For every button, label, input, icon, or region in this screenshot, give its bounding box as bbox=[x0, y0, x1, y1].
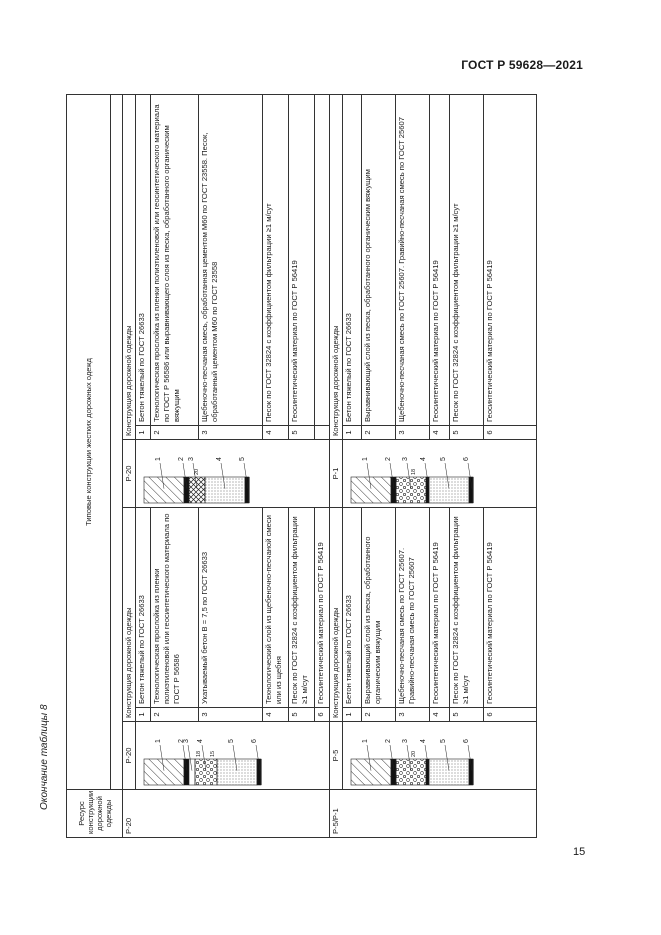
group2-right-diagram-cell bbox=[343, 440, 537, 508]
film-interlayer bbox=[184, 477, 189, 503]
group2-left-diagram-cell bbox=[343, 722, 537, 790]
layer-callout-number: 6 bbox=[251, 739, 258, 743]
layer-description: Выравнивающий слой из песка, обработанного органическим вяжущим bbox=[362, 508, 396, 708]
group1-resource: Р-20 bbox=[123, 790, 330, 838]
cement-treated-layer bbox=[189, 477, 205, 503]
page-number: 15 bbox=[573, 846, 586, 858]
group1-code-row bbox=[123, 94, 136, 837]
layer-callout-number: 3 bbox=[402, 739, 409, 743]
group1-right-construction-header: Конструкция дорожной одежды bbox=[123, 94, 136, 439]
layer-callout-number: 5 bbox=[440, 739, 447, 743]
concrete-layer bbox=[351, 759, 391, 785]
group2-left-diagram bbox=[343, 721, 533, 789]
layer-number: 2 bbox=[362, 426, 396, 440]
layer-callout-number: 1 bbox=[362, 457, 369, 461]
layer-number: 2 bbox=[150, 426, 198, 440]
group2-left-construction-header: Конструкция дорожной одежды bbox=[330, 508, 343, 722]
layer-number: 6 bbox=[483, 426, 536, 440]
layer-number: 5 bbox=[288, 708, 314, 722]
layer-callout-number: 2 bbox=[178, 457, 185, 461]
layer-callout-number: 4 bbox=[197, 739, 204, 743]
resource-header: Ресурс конструкции дорожной одежды bbox=[67, 790, 123, 838]
layer-description: Технологический слой из щебеночно-песчаной смеси или из щебня bbox=[262, 508, 288, 708]
header-row-2 bbox=[111, 94, 123, 837]
thickness-label: 18 bbox=[411, 468, 417, 475]
layer-number: 2 bbox=[362, 708, 396, 722]
layer-description: Щебеночно-песчаная смесь, обработанная цементом М60 по ГОСТ 23558. Песок, обработанный цементом М60 по ГОСТ 23558 bbox=[198, 94, 262, 425]
group2-right-construction-header: Конструкция дорожной одежды bbox=[330, 94, 343, 439]
layer-description: Выравнивающий слой из песка, обработанного органическим вяжущим bbox=[362, 94, 396, 425]
layer-number: 6 bbox=[315, 708, 330, 722]
group1-right-diagram bbox=[136, 439, 326, 507]
group1-left-diagram-cell bbox=[136, 722, 330, 790]
layer-callout-number: 1 bbox=[362, 739, 369, 743]
group1-left-construction-header: Конструкция дорожной одежды bbox=[123, 508, 136, 722]
layer-description: Технологическая прослойка из пленки полиэтиленовой или геосинтетического материала по ГОСТ Р 56586 или выравнивающего слоя из песка, обработанного органическим вяжущим bbox=[150, 94, 198, 425]
layer-number: 5 bbox=[288, 426, 314, 440]
layer-description: Технологическая прослойка из пленки полиэтиленовой или геосинтетического материала по ГОСТ Р 56586 bbox=[150, 508, 198, 708]
sand-layer bbox=[205, 477, 245, 503]
layer-number: 1 bbox=[343, 426, 362, 440]
layer-description: Геосинтетический материал по ГОСТ Р 56419 bbox=[430, 508, 449, 708]
gravel-sand-layer bbox=[396, 759, 426, 785]
layer-callout-number: 4 bbox=[420, 739, 427, 743]
layer-number bbox=[315, 426, 330, 440]
layer-number: 2 bbox=[150, 708, 198, 722]
leveling-layer bbox=[391, 477, 396, 503]
layer-description: Геосинтетический материал по ГОСТ Р 56419 bbox=[315, 508, 330, 708]
pavement-table bbox=[66, 94, 537, 838]
header-row bbox=[67, 94, 111, 837]
layer-description: Геосинтетический материал по ГОСТ Р 56419 bbox=[430, 94, 449, 425]
concrete-layer bbox=[144, 477, 184, 503]
layer-number: 6 bbox=[483, 708, 536, 722]
layer-number: 1 bbox=[343, 708, 362, 722]
gravel-sand-layer bbox=[396, 477, 426, 503]
leveling-layer bbox=[391, 759, 396, 785]
table-row bbox=[343, 94, 362, 837]
thickness-label: 20 bbox=[411, 750, 417, 757]
layer-description bbox=[315, 94, 330, 425]
group2-right-diagram bbox=[343, 439, 533, 507]
group2-resource: Р-5/Р-1 bbox=[330, 790, 537, 838]
group2-right-code: Р-1 bbox=[330, 440, 343, 508]
layer-callout-number: 3 bbox=[183, 739, 190, 743]
layer-callout-number: 5 bbox=[228, 739, 235, 743]
document-header: ГОСТ Р 59628—2021 bbox=[461, 58, 583, 72]
group2-code-row bbox=[330, 94, 343, 837]
group1-right-diagram-cell bbox=[136, 440, 330, 508]
concrete-layer bbox=[351, 477, 391, 503]
typical-header: Типовые конструкции жестких дорожных одежд bbox=[67, 94, 111, 789]
layer-callout-number: 6 bbox=[463, 739, 470, 743]
layer-description: Геосинтетический материал по ГОСТ Р 56419 bbox=[288, 94, 314, 425]
layer-number: 3 bbox=[396, 708, 430, 722]
group1-left-code: Р-20 bbox=[123, 722, 136, 790]
layer-number: 3 bbox=[198, 426, 262, 440]
layer-description: Бетон тяжелый по ГОСТ 26633 bbox=[343, 508, 362, 708]
layer-number: 1 bbox=[136, 426, 151, 440]
layer-callout-number: 4 bbox=[420, 457, 427, 461]
layer-description: Песок по ГОСТ 32824 с коэффициентом фильтрации ≥1 м/сут bbox=[449, 508, 483, 708]
layer-number: 4 bbox=[262, 708, 288, 722]
layer-callout-number: 1 bbox=[155, 739, 162, 743]
group2-left-code: Р-5 bbox=[330, 722, 343, 790]
film-interlayer bbox=[184, 759, 189, 785]
layer-description: Песок по ГОСТ 32824 с коэффициентом фильтрации ≥1 м/сут bbox=[288, 508, 314, 708]
thin-layer bbox=[189, 759, 195, 785]
sand-layer bbox=[217, 759, 257, 785]
layer-description: Геосинтетический материал по ГОСТ Р 56419 bbox=[483, 94, 536, 425]
sand-layer bbox=[429, 477, 469, 503]
sand-layer bbox=[429, 759, 469, 785]
header-spacer bbox=[111, 94, 123, 789]
thickness-label: 15 bbox=[210, 750, 216, 757]
layer-number: 3 bbox=[396, 426, 430, 440]
layer-number: 3 bbox=[198, 708, 262, 722]
layer-callout-number: 2 bbox=[178, 739, 185, 743]
layer-callout-number: 5 bbox=[239, 457, 246, 461]
layer-description: Укатываемый бетон В = 7,5 по ГОСТ 26633 bbox=[198, 508, 262, 708]
group1-right-code: Р-20 bbox=[123, 440, 136, 508]
layer-callout-number: 4 bbox=[216, 457, 223, 461]
layer-description: Бетон тяжелый по ГОСТ 26633 bbox=[136, 508, 151, 708]
thickness-label: 20 bbox=[194, 468, 200, 475]
layer-description: Бетон тяжелый по ГОСТ 26633 bbox=[343, 94, 362, 425]
layer-description: Бетон тяжелый по ГОСТ 26633 bbox=[136, 94, 151, 425]
group1-left-diagram bbox=[136, 721, 326, 789]
layer-number: 4 bbox=[430, 426, 449, 440]
layer-number: 1 bbox=[136, 708, 151, 722]
layer-description: Щебеночно-песчаная смесь по ГОСТ 25607. Гравийно-песчаная смесь по ГОСТ 25607 bbox=[396, 508, 430, 708]
layer-callout-number: 1 bbox=[155, 457, 162, 461]
layer-description: Песок по ГОСТ 32824 с коэффициентом фильтрации ≥1 м/сут bbox=[449, 94, 483, 425]
rolled-concrete-layer bbox=[195, 759, 217, 785]
concrete-layer bbox=[144, 759, 184, 785]
layer-description: Геосинтетический материал по ГОСТ Р 56419 bbox=[483, 508, 536, 708]
table-row bbox=[136, 94, 151, 837]
geosynthetic-layer bbox=[426, 477, 429, 503]
thickness-label: 18 bbox=[196, 750, 202, 757]
layer-callout-number: 5 bbox=[440, 457, 447, 461]
layer-callout-number: 6 bbox=[463, 457, 470, 461]
layer-description: Щебеночно-песчаная смесь по ГОСТ 25607. Гравийно-песчаная смесь по ГОСТ 25607 bbox=[396, 94, 430, 425]
layer-number: 4 bbox=[430, 708, 449, 722]
geosynthetic-layer bbox=[426, 759, 429, 785]
layer-callout-number: 2 bbox=[385, 457, 392, 461]
layer-callout-number: 2 bbox=[385, 739, 392, 743]
layer-number: 4 bbox=[262, 426, 288, 440]
layer-number: 5 bbox=[449, 708, 483, 722]
rotated-table-wrapper bbox=[66, 95, 494, 838]
table-caption: Окончание таблицы 8 bbox=[39, 704, 50, 810]
layer-description: Песок по ГОСТ 32824 с коэффициентом фильтрации ≥1 м/сут bbox=[262, 94, 288, 425]
layer-number: 5 bbox=[449, 426, 483, 440]
layer-callout-number: 3 bbox=[188, 457, 195, 461]
layer-callout-number: 3 bbox=[402, 457, 409, 461]
